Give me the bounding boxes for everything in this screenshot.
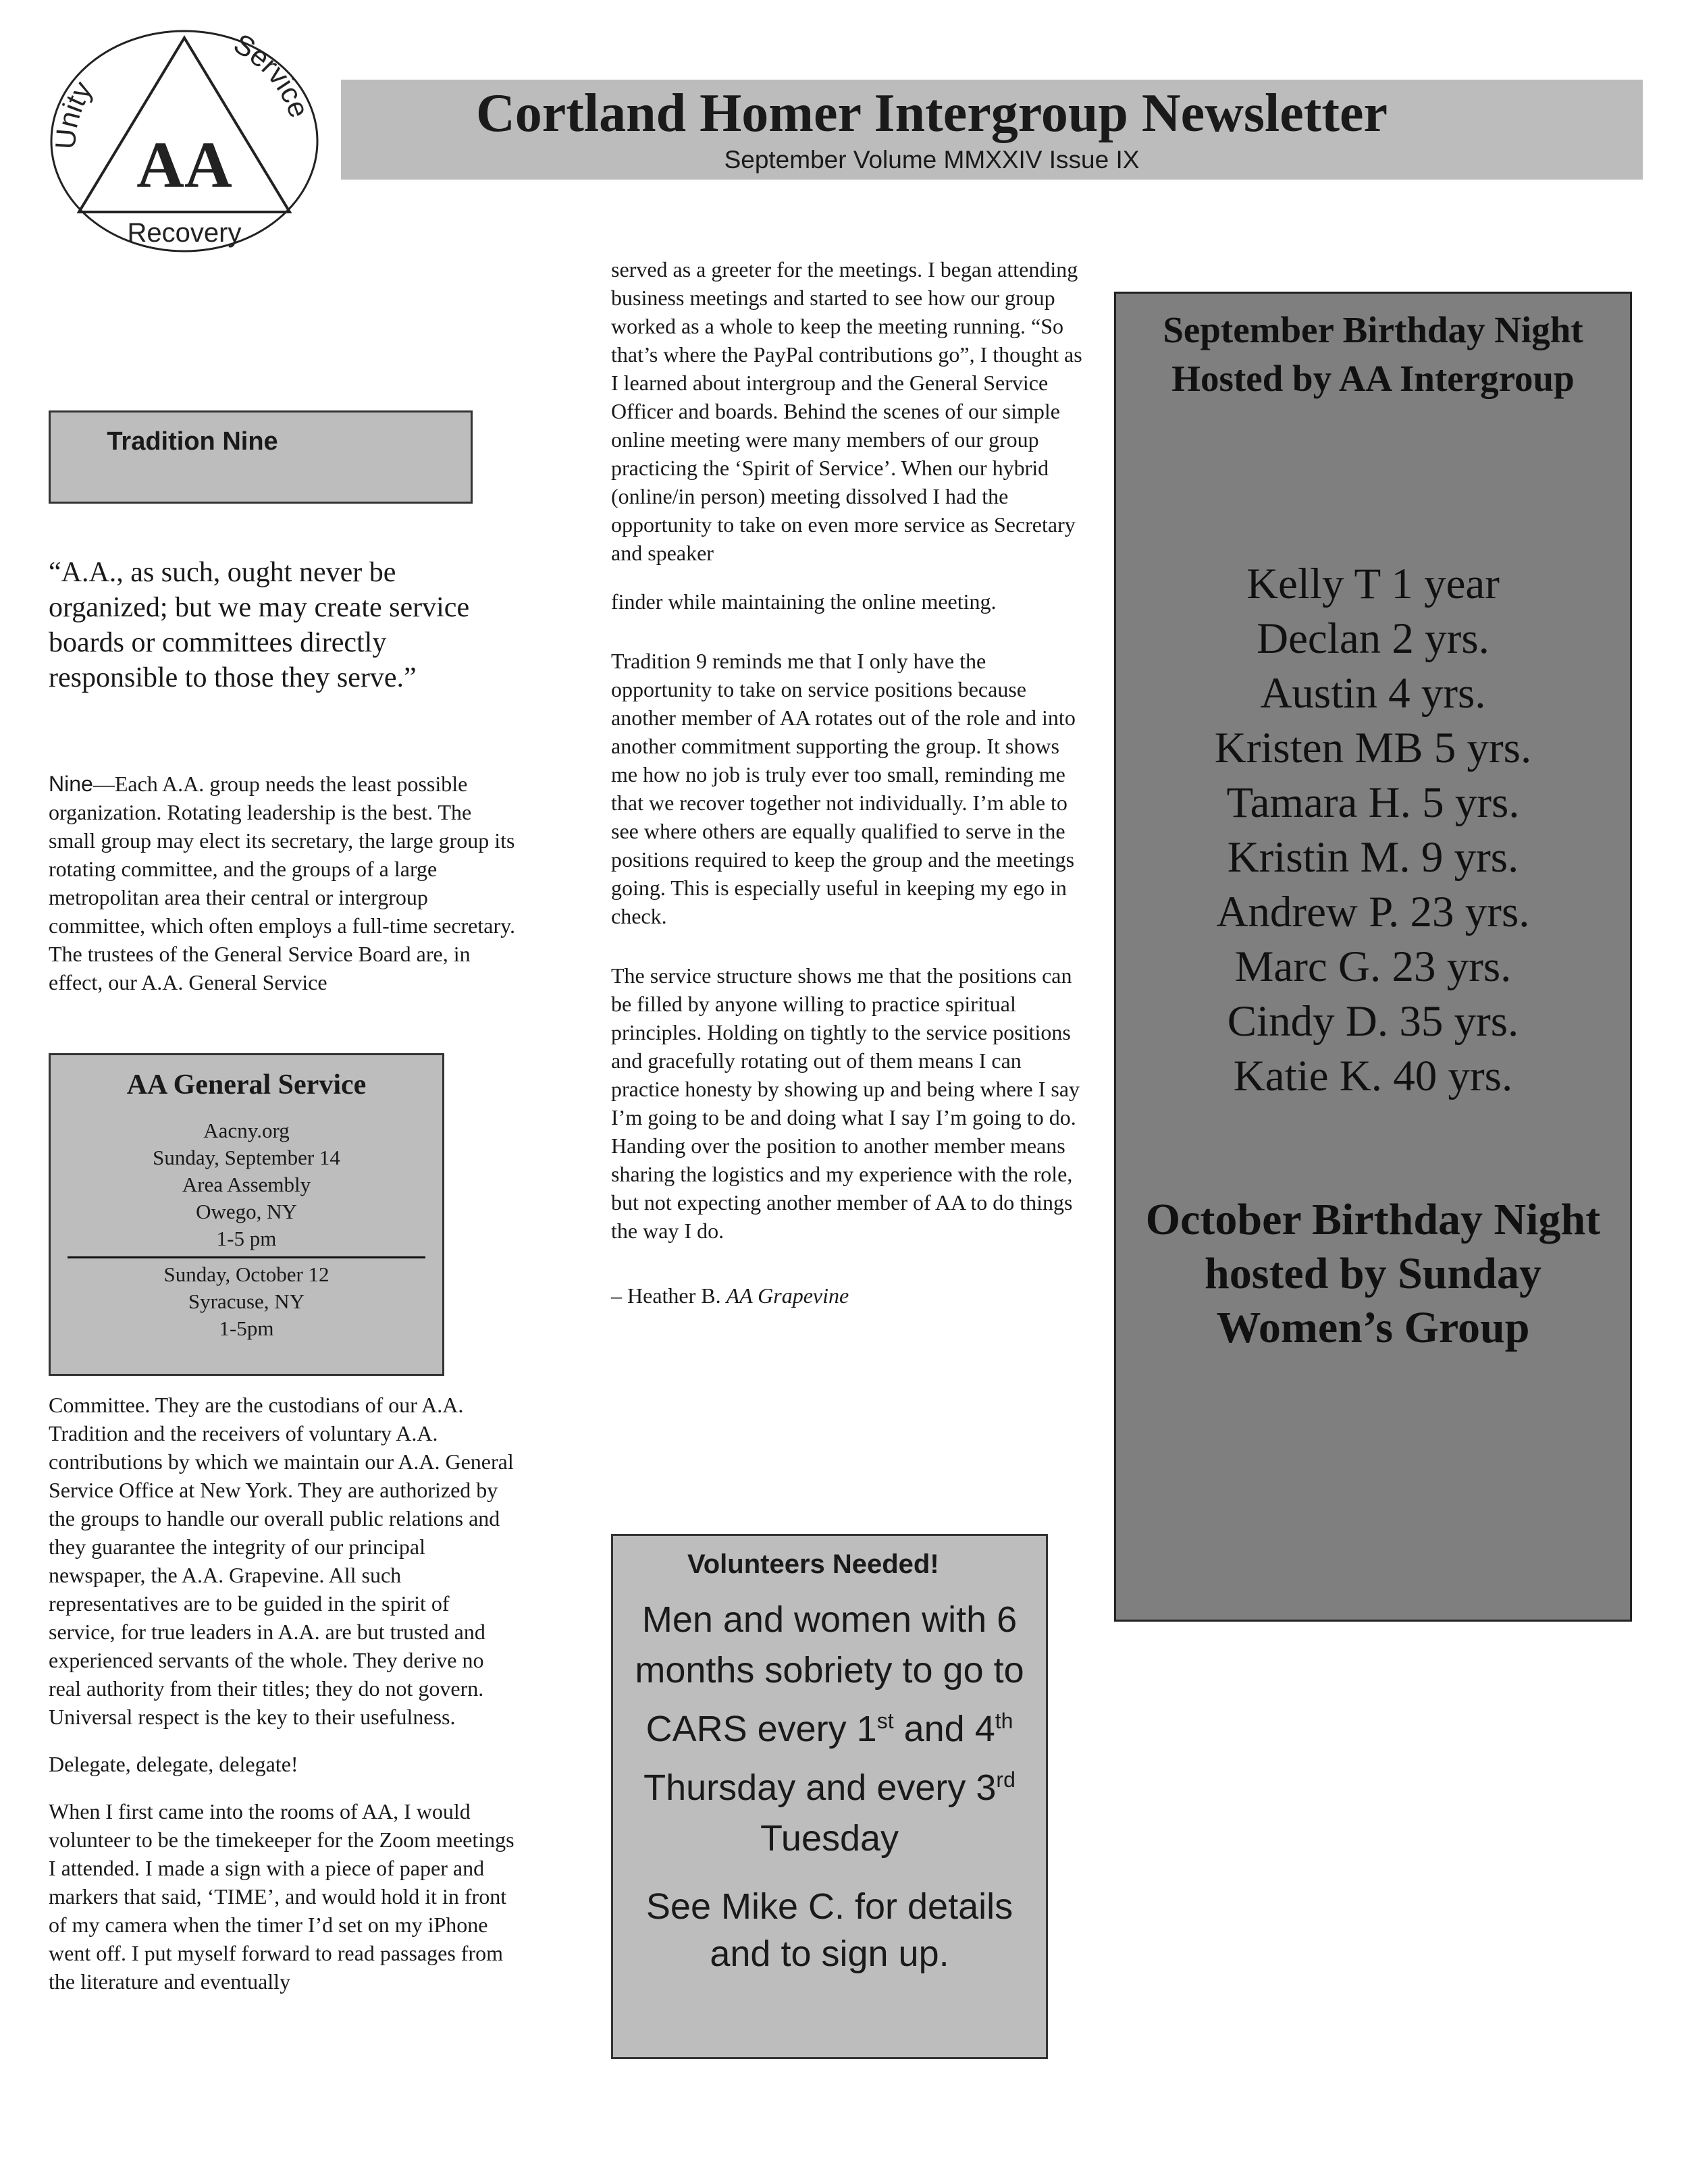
newsletter-subtitle: September Volume MMXXIV Issue IX	[724, 146, 1140, 174]
long-form-text: —Each A.A. group needs the least possible organization. Rotating leadership is the best. The small group may elect its secretary, the large group its rotating committee, and the groups of a large metropolitan area their central or intergroup committee, which often employs a full-time secretary. The trustees of the General Service Board are, in effect, our A.A. General Service	[49, 772, 516, 994]
birthday-item: Cindy D. 35 yrs.	[1227, 997, 1519, 1046]
event1-date: Sunday, September 14	[153, 1146, 340, 1169]
event2-time: 1-5pm	[219, 1316, 274, 1340]
article-author: – Heather B.	[611, 1283, 721, 1308]
newsletter-title: Cortland Homer Intergroup Newsletter	[475, 84, 1388, 143]
birthday-night-box	[1114, 292, 1632, 1622]
logo-recovery: Recovery	[127, 218, 242, 248]
vol-sup-1: st	[876, 1709, 894, 1733]
event1-time: 1-5 pm	[216, 1227, 277, 1250]
birthday-item: Declan 2 yrs.	[1257, 614, 1489, 663]
article-paragraph-1-end: finder while maintaining the online meeting.	[611, 589, 997, 614]
logo-service: Service	[228, 28, 316, 122]
vol-text-d: Tuesday	[760, 1818, 899, 1859]
middle-column	[611, 255, 1084, 1329]
birthday-list	[1116, 557, 1630, 1104]
event2-location: Syracuse, NY	[188, 1289, 305, 1313]
tradition-nine-title: Tradition Nine	[107, 427, 278, 456]
birthday-item: Kristin M. 9 yrs.	[1227, 833, 1519, 882]
event1-location: Owego, NY	[196, 1200, 297, 1223]
vol-sup-3: rd	[996, 1767, 1016, 1792]
vol-text-c: Thursday and every 3	[643, 1767, 997, 1808]
event2-date: Sunday, October 12	[163, 1262, 329, 1286]
volunteers-contact: See Mike C. for details and to sign up.	[645, 1886, 1013, 1974]
article-paragraph-1-cont: served as a greeter for the meetings. I began attending business meetings and started to see how our group worked as a whole to keep the meeting running. “So that’s where the PayPal contributions go”, I thought as I learned about intergroup and the General Service Officer and boards. Behind the scenes of our simple online meeting were many members of our group practicing the ‘Spirit of Service’. When our hybrid (online/in person) meeting dissolved I had the opportunity to take on even more service as Secretary and speaker	[611, 257, 1082, 565]
volunteers-title: Volunteers Needed!	[687, 1549, 939, 1579]
tradition-nine-box	[49, 410, 473, 504]
october-birthday-title: October Birthday Night hosted by Sunday Women’s Group	[1145, 1195, 1601, 1352]
tradition-long-form-part1	[49, 770, 521, 996]
birthday-item: Kelly T 1 year	[1246, 560, 1500, 608]
article-attribution	[611, 1281, 1084, 1310]
birthday-item: Marc G. 23 yrs.	[1234, 942, 1512, 991]
volunteers-body	[613, 1595, 1046, 1864]
tradition-long-form-part2: Committee. They are the custodians of our A.A. Tradition and the receivers of voluntary A.A. contributions by which we maintain our A.A. General Service Office at New York. They are authorized by the groups to handle our overall public relations and they guarantee the integrity of our principal newspaper, the A.A. Grapevine. All such representatives are to be guided in the spirit of service, for true leaders in A.A. are but trusted and experienced servants of the whole. They derive no real authority from their titles; they do not govern. Universal respect is the key to their usefulness.	[49, 1393, 514, 1729]
event1-name: Area Assembly	[182, 1173, 311, 1196]
event-divider	[68, 1256, 425, 1258]
vol-text-a: Men and women with 6 months sobriety to go to CARS every 1	[635, 1599, 1024, 1749]
birthday-item: Andrew P. 23 yrs.	[1216, 888, 1530, 936]
article-paragraph-2: Tradition 9 reminds me that I only have the opportunity to take on service positions because another member of AA rotates out of the role and into another commitment supporting the group. It shows me how no job is truly ever too small, reminding me that we recover together not individually. I’m able to see where others are equally qualified to serve in the positions required to keep the group and the meetings going. This is especially useful in keeping my ego in check.	[611, 649, 1076, 928]
vol-text-b: and 4	[893, 1709, 995, 1749]
tradition-short-form: “A.A., as such, ought never be organized; but we may create service boards or committees directly responsible to those they serve.”	[49, 557, 470, 693]
article-paragraph-3: The service structure shows me that the positions can be filled by anyone willing to practice spiritual principles. Holding on tightly to the service positions and gracefully rotating out of them means I can practice honesty by showing up and being where I say I’m going to be and doing what I say I’m going to do. Handing over the position to another member means sharing the logistics and my experience with the role, but not expecting another member of AA to do things the way I do.	[611, 963, 1080, 1243]
birthday-item: Kristen MB 5 yrs.	[1214, 724, 1532, 772]
birthday-item: Tamara H. 5 yrs.	[1226, 778, 1520, 827]
general-service-website: Aacny.org	[203, 1119, 290, 1142]
birthday-item: Katie K. 40 yrs.	[1233, 1052, 1513, 1100]
logo-unity: Unity	[49, 76, 99, 151]
article-heading: Delegate, delegate, delegate!	[49, 1752, 298, 1776]
general-service-box	[49, 1053, 444, 1376]
volunteers-box	[611, 1534, 1048, 2059]
aa-logo	[49, 28, 320, 254]
birthday-item: Austin 4 yrs.	[1260, 669, 1486, 718]
long-form-label: Nine	[49, 772, 93, 796]
logo-aa: AA	[136, 129, 232, 202]
article-paragraph-1: When I first came into the rooms of AA, I would volunteer to be the timekeeper for the Zoom meetings I attended. I made a sign with a piece of paper and markers that said, ‘TIME’, and would hold it in front of my camera when the timer I’d set on my iPhone went off. I put myself forward to read passages from the literature and eventually	[49, 1799, 515, 1994]
september-birthday-title: September Birthday Night Hosted by AA Intergroup	[1163, 309, 1583, 399]
vol-sup-2: th	[995, 1709, 1013, 1733]
general-service-title: AA General Service	[126, 1069, 367, 1100]
left-column-lower	[49, 1391, 521, 2015]
article-source: AA Grapevine	[726, 1283, 849, 1308]
